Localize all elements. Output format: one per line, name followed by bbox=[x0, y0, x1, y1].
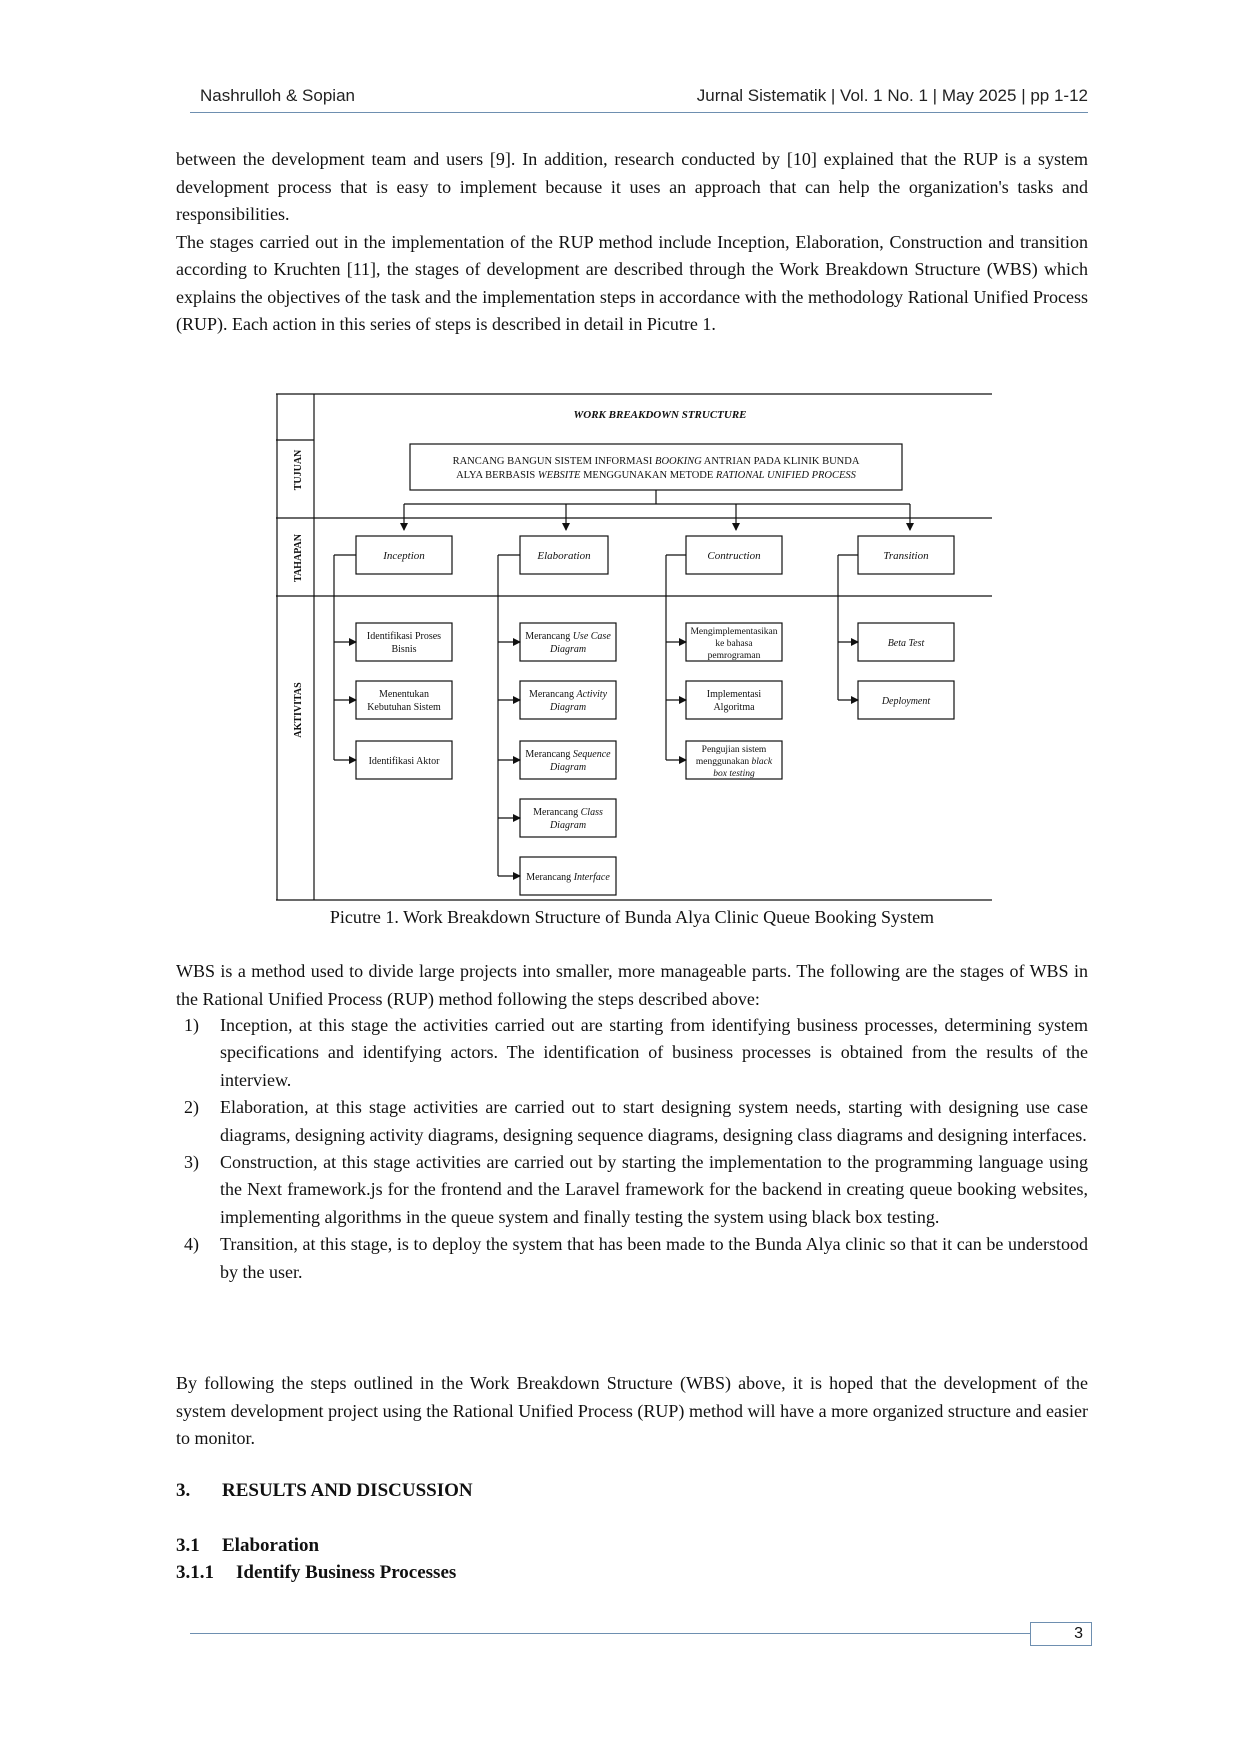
list-item-text: Transition, at this stage, is to deploy the system that has been made to the Bunda Alya clinic so that it can be understood by the user. bbox=[220, 1234, 1088, 1282]
list-item-number: 3) bbox=[184, 1152, 199, 1173]
header-journal: Jurnal Sistematik | Vol. 1 No. 1 | May 2025 | pp 1-12 bbox=[696, 86, 1088, 105]
stage-elaboration: Elaboration bbox=[537, 550, 591, 562]
act-constr-1-line-1: Mengimplementasikan bbox=[690, 627, 778, 637]
section-number: 3. bbox=[176, 1480, 191, 1501]
goal-box bbox=[410, 444, 902, 490]
act-trans-1: Beta Test bbox=[887, 638, 925, 649]
section-heading-3 bbox=[176, 1480, 473, 1502]
act-elab-5: Merancang Interface bbox=[526, 872, 610, 883]
act-trans-2: Deployment bbox=[881, 696, 931, 707]
list-item bbox=[176, 1231, 1088, 1286]
paragraph-2: The stages carried out in the implementation of the RUP method include Inception, Elaboration, Construction and transition according to Kruchten [11], the stages of development are described through the Work Breakdown Structure (WBS) which explains the objectives of the task and the implementation steps in accordance with the methodology Rational Unified Process (RUP). Each action in this series of steps is described in detail in Picutre 1. bbox=[176, 231, 1088, 334]
paragraph-3: WBS is a method used to divide large projects into smaller, more manageable parts. The following are the stages of WBS in the Rational Unified Process (RUP) method following the steps described above: bbox=[176, 961, 1088, 1009]
act-constr-3-line-3: box testing bbox=[713, 769, 755, 779]
list-item-number: 4) bbox=[184, 1234, 199, 1255]
stage-transition: Transition bbox=[883, 550, 929, 562]
wbs-diagram bbox=[276, 392, 992, 902]
stage-inception: Inception bbox=[383, 550, 425, 562]
section-title: Elaboration bbox=[222, 1535, 320, 1556]
act-box-identifikasi-proses bbox=[356, 623, 452, 661]
list-item bbox=[176, 1012, 1088, 1094]
act-box-activity bbox=[520, 681, 616, 719]
wbs-paragraph bbox=[176, 958, 1088, 1013]
act-constr-2-line-1: Implementasi bbox=[706, 689, 762, 700]
paragraph-1: between the development team and users [9]. In addition, research conducted by [10] explained that the RUP is a system development process that is easy to implement because it uses an approach that can help the organization's tasks and responsibilities. bbox=[176, 149, 1088, 224]
act-inception-2-line-2: Kebutuhan Sistem bbox=[367, 702, 441, 713]
act-box-kebutuhan-sistem bbox=[356, 681, 452, 719]
act-inception-2-line-1: Menentukan bbox=[379, 689, 429, 700]
act-elab-3-line-1: Merancang Sequence bbox=[525, 749, 611, 760]
footer-rule bbox=[190, 1633, 1030, 1634]
section-number: 3.1.1 bbox=[176, 1562, 214, 1583]
section-title: Identify Business Processes bbox=[236, 1562, 457, 1583]
wbs-title: WORK BREAKDOWN STRUCTURE bbox=[573, 409, 747, 421]
act-elab-2-line-2: Diagram bbox=[549, 702, 587, 713]
list-item-number: 1) bbox=[184, 1015, 199, 1035]
act-inception-1-line-2: Bisnis bbox=[391, 644, 417, 655]
goal-line-1: RANCANG BANGUN SISTEM INFORMASI BOOKING ANTRIAN PADA KLINIK BUNDA bbox=[452, 456, 860, 467]
act-inception-1-line-1: Identifikasi Proses bbox=[366, 631, 442, 642]
act-box-use-case bbox=[520, 623, 616, 661]
act-elab-2-line-1: Merancang Activity bbox=[528, 689, 608, 700]
section-number: 3.1 bbox=[176, 1535, 200, 1556]
list-item-text: Construction, at this stage activities are carried out by starting the implementation to the programming language using the Next framework.js for the frontend and the Laravel framework for the backend in creating queue booking websites, implementing algorithms in the queue system and finally testing the system using black box testing. bbox=[220, 1152, 1088, 1227]
stage-construction: Contruction bbox=[707, 550, 761, 562]
list-item-text: Elaboration, at this stage activities are carried out to start designing system needs, starting with designing use case diagrams, designing activity diagrams, designing sequence diagrams, designing class diagrams and designing interfaces. bbox=[220, 1097, 1088, 1145]
act-constr-3-line-2: menggunakan black bbox=[695, 757, 773, 767]
row-label-tahapan: TAHAPAN bbox=[293, 534, 304, 582]
list-item bbox=[176, 1094, 1088, 1149]
wbs-figure bbox=[276, 392, 992, 902]
list-item bbox=[176, 1149, 1088, 1231]
row-label-aktivitas: AKTIVITAS bbox=[293, 682, 304, 738]
row-label-tujuan: TUJUAN bbox=[293, 449, 304, 491]
act-inception-3: Identifikasi Aktor bbox=[368, 756, 440, 767]
section-heading-3-1-1 bbox=[176, 1562, 456, 1584]
intro-paragraphs bbox=[176, 146, 1088, 339]
header-authors: Nashrulloh & Sopian bbox=[200, 86, 355, 105]
conclusion-paragraph bbox=[176, 1370, 1088, 1453]
act-constr-2-line-2: Algoritma bbox=[713, 702, 755, 713]
paragraph-4: By following the steps outlined in the Work Breakdown Structure (WBS) above, it is hoped that the development of the system development project using the Rational Unified Process (RUP) method will have a more organized structure and easier to monitor. bbox=[176, 1373, 1088, 1448]
list-item-number: 2) bbox=[184, 1097, 199, 1118]
list-item-text: Inception, at this stage the activities carried out are starting from identifying business processes, determining system specifications and identifying actors. The identification of business processes is obtained from the results of the interview. bbox=[220, 1015, 1088, 1090]
act-elab-4-line-2: Diagram bbox=[549, 820, 587, 831]
section-heading-3-1 bbox=[176, 1535, 319, 1557]
figure-caption: Picutre 1. Work Breakdown Structure of Bunda Alya Clinic Queue Booking System bbox=[329, 907, 935, 927]
act-box-implementasi-algoritma bbox=[686, 681, 782, 719]
act-constr-1-line-3: pemrograman bbox=[707, 651, 761, 661]
act-constr-1-line-2: ke bahasa bbox=[715, 639, 753, 649]
act-box-sequence bbox=[520, 741, 616, 779]
stages-list bbox=[176, 1012, 1088, 1286]
goal-line-2: ALYA BERBASIS WEBSITE MENGGUNAKAN METODE RATIONAL UNIFIED PROCESS bbox=[456, 470, 856, 481]
section-title: RESULTS AND DISCUSSION bbox=[222, 1480, 473, 1501]
header-rule bbox=[190, 112, 1088, 113]
act-elab-4-line-1: Merancang Class bbox=[533, 807, 603, 818]
act-constr-3-line-1: Pengujian sistem bbox=[701, 745, 767, 755]
act-box-class bbox=[520, 799, 616, 837]
page-number: 3 bbox=[1030, 1622, 1092, 1646]
act-elab-1-line-1: Merancang Use Case bbox=[525, 631, 611, 642]
act-elab-3-line-2: Diagram bbox=[549, 762, 587, 773]
act-elab-1-line-2: Diagram bbox=[549, 644, 587, 655]
